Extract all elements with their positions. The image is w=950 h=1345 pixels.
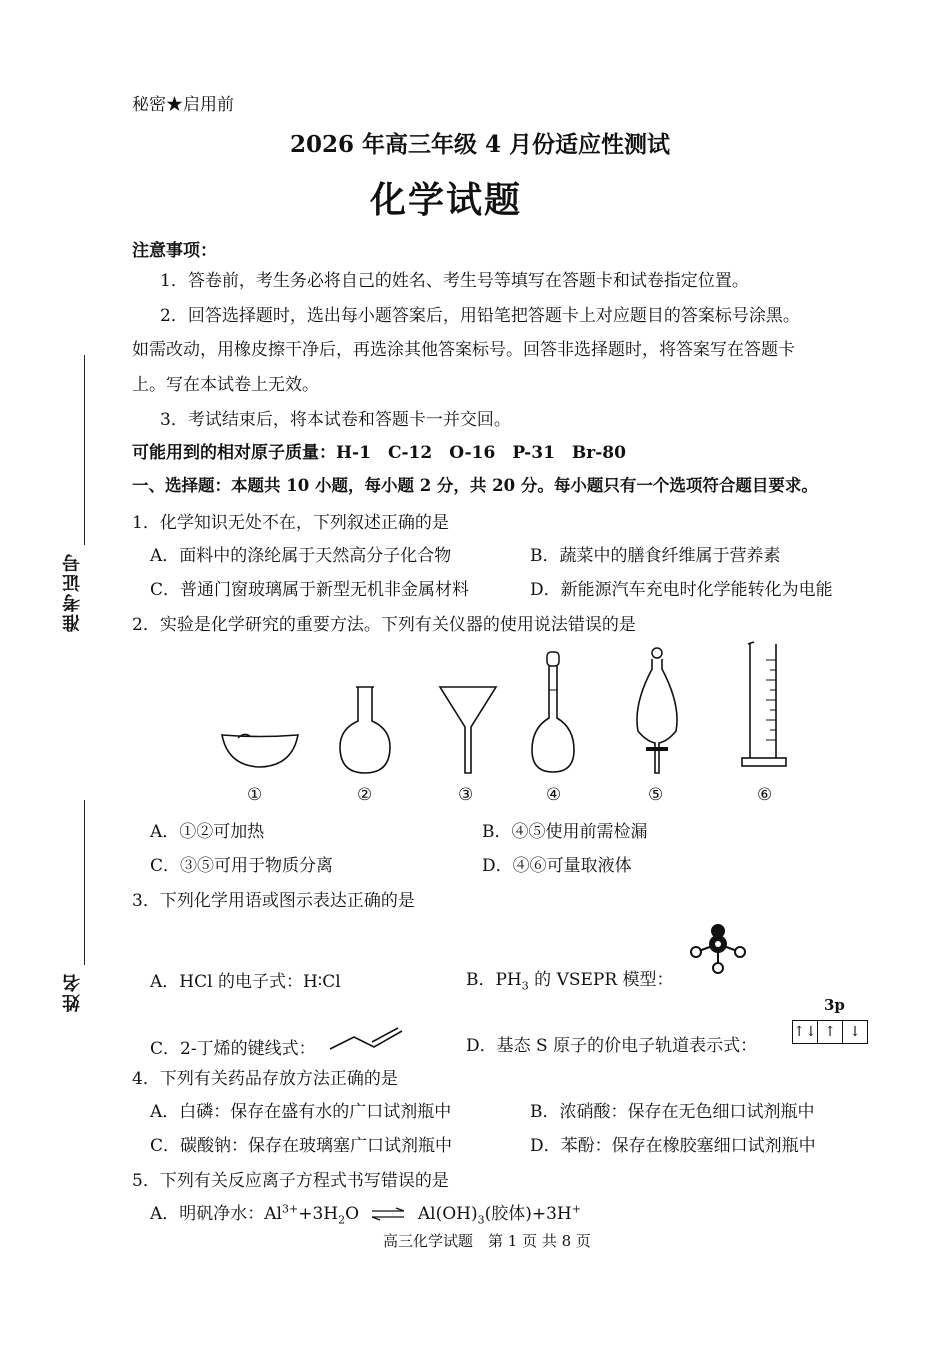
orbital-box-3: ↓ (849, 1024, 861, 1040)
question-4-option-c: C．碳酸钠：保存在玻璃塞广口试剂瓶中 (150, 1136, 453, 1156)
notice-item-2-cont: 如需改动，用橡皮擦干净后，再选涂其他答案标号。回答非选择题时，将答案写在答题卡 (132, 340, 795, 360)
round-bottom-flask-drawing (338, 685, 393, 775)
question-5-stem: 5．下列有关反应离子方程式书写错误的是 (132, 1171, 449, 1191)
question-4-option-b: B．浓硝酸：保存在无色细口试剂瓶中 (530, 1102, 815, 1122)
name-line (84, 800, 85, 965)
notice-item-2: 2．回答选择题时，选出每小题答案后，用铅笔把答题卡上对应题目的答案标号涂黑。 (160, 306, 800, 326)
question-2-option-c: C．③⑤可用于物质分离 (150, 856, 334, 876)
question-2-option-a: A．①②可加热 (150, 822, 265, 842)
graduated-cylinder-drawing (740, 640, 790, 770)
question-1-stem: 1．化学知识无处不在，下列叙述正确的是 (132, 513, 449, 533)
name-label: 姓名 (62, 972, 83, 1012)
question-5-option-a: A．明矾净水：$Al^{3+}+3H_2O$ $Al(OH)_3$(胶体)+3H+ (150, 1202, 581, 1227)
question-4-stem: 4．下列有关药品存放方法正确的是 (132, 1069, 398, 1089)
question-3-option-b: B．$PH_3$ 的 VSEPR 模型： (466, 970, 674, 993)
question-3-option-d: D．基态 S 原子的价电子轨道表示式： (466, 1036, 758, 1056)
question-3-stem: 3．下列化学用语或图示表达正确的是 (132, 891, 415, 911)
notice-item-1: 1．答卷前，考生务必将自己的姓名、考生号等填写在答题卡和试卷指定位置。 (160, 271, 749, 291)
orbital-box-2: ↑ (818, 1021, 843, 1043)
notice-heading: 注意事项： (132, 241, 217, 261)
question-2-option-d: D．④⑥可量取液体 (482, 856, 632, 876)
notice-item-2-end: 上。写在本试卷上无效。 (132, 375, 319, 395)
bond-line-structure-drawing (328, 1025, 408, 1053)
orbital-label: 3p (824, 996, 845, 1014)
atomic-masses: 可能用到的相对原子质量：H-1 C-12 O-16 P-31 Br-80 (132, 443, 626, 463)
apparatus-label-5: ⑤ (648, 785, 664, 805)
volumetric-flask-drawing (528, 650, 578, 775)
apparatus-label-3: ③ (458, 785, 474, 805)
separatory-funnel-drawing (630, 645, 685, 775)
notice-item-3: 3．考试结束后，将本试卷和答题卡一并交回。 (160, 410, 511, 430)
secret-label: 秘密★启用前 (132, 95, 234, 115)
section-heading: 一、选择题：本题共 10 小题，每小题 2 分，共 20 分。每小题只有一个选项符合题目要求。 (132, 476, 818, 495)
question-1-option-c: C．普通门窗玻璃属于新型无机非金属材料 (150, 580, 470, 600)
question-4-option-a: A．白磷：保存在盛有水的广口试剂瓶中 (150, 1102, 452, 1122)
apparatus-label-4: ④ (546, 785, 562, 805)
question-4-option-d: D．苯酚：保存在橡胶塞细口试剂瓶中 (530, 1136, 816, 1156)
question-1-option-b: B．蔬菜中的膳食纤维属于营养素 (530, 546, 781, 566)
question-1-option-d: D．新能源汽车充电时化学能转化为电能 (530, 580, 833, 600)
apparatus-label-6: ⑥ (757, 785, 773, 805)
question-3-option-a: A．HCl 的电子式：H∶Cl (150, 972, 341, 992)
exam-no-line (84, 355, 85, 545)
question-3-option-c: C．2-丁烯的键线式： (150, 1039, 316, 1059)
exam-no-label: 准考证号 (62, 552, 83, 632)
apparatus-label-1: ① (247, 785, 263, 805)
vsepr-model-drawing (688, 920, 748, 975)
exam-title: 2026 年高三年级 4 月份适应性测试 (290, 131, 671, 158)
subject-title: 化学试题 (370, 179, 523, 221)
page-footer: 高三化学试题 第 1 页 共 8 页 (383, 1232, 591, 1250)
question-1-option-a: A．面料中的涤纶属于天然高分子化合物 (150, 546, 452, 566)
question-2-stem: 2．实验是化学研究的重要方法。下列有关仪器的使用说法错误的是 (132, 615, 636, 635)
question-2-option-b: B．④⑤使用前需检漏 (482, 822, 648, 842)
orbital-box-1: ↑↓ (793, 1021, 818, 1043)
equilibrium-arrow (370, 1205, 406, 1225)
apparatus-label-2: ② (357, 785, 373, 805)
orbital-diagram (792, 1020, 868, 1044)
evaporating-dish-drawing (220, 730, 300, 770)
funnel-drawing (438, 685, 498, 775)
